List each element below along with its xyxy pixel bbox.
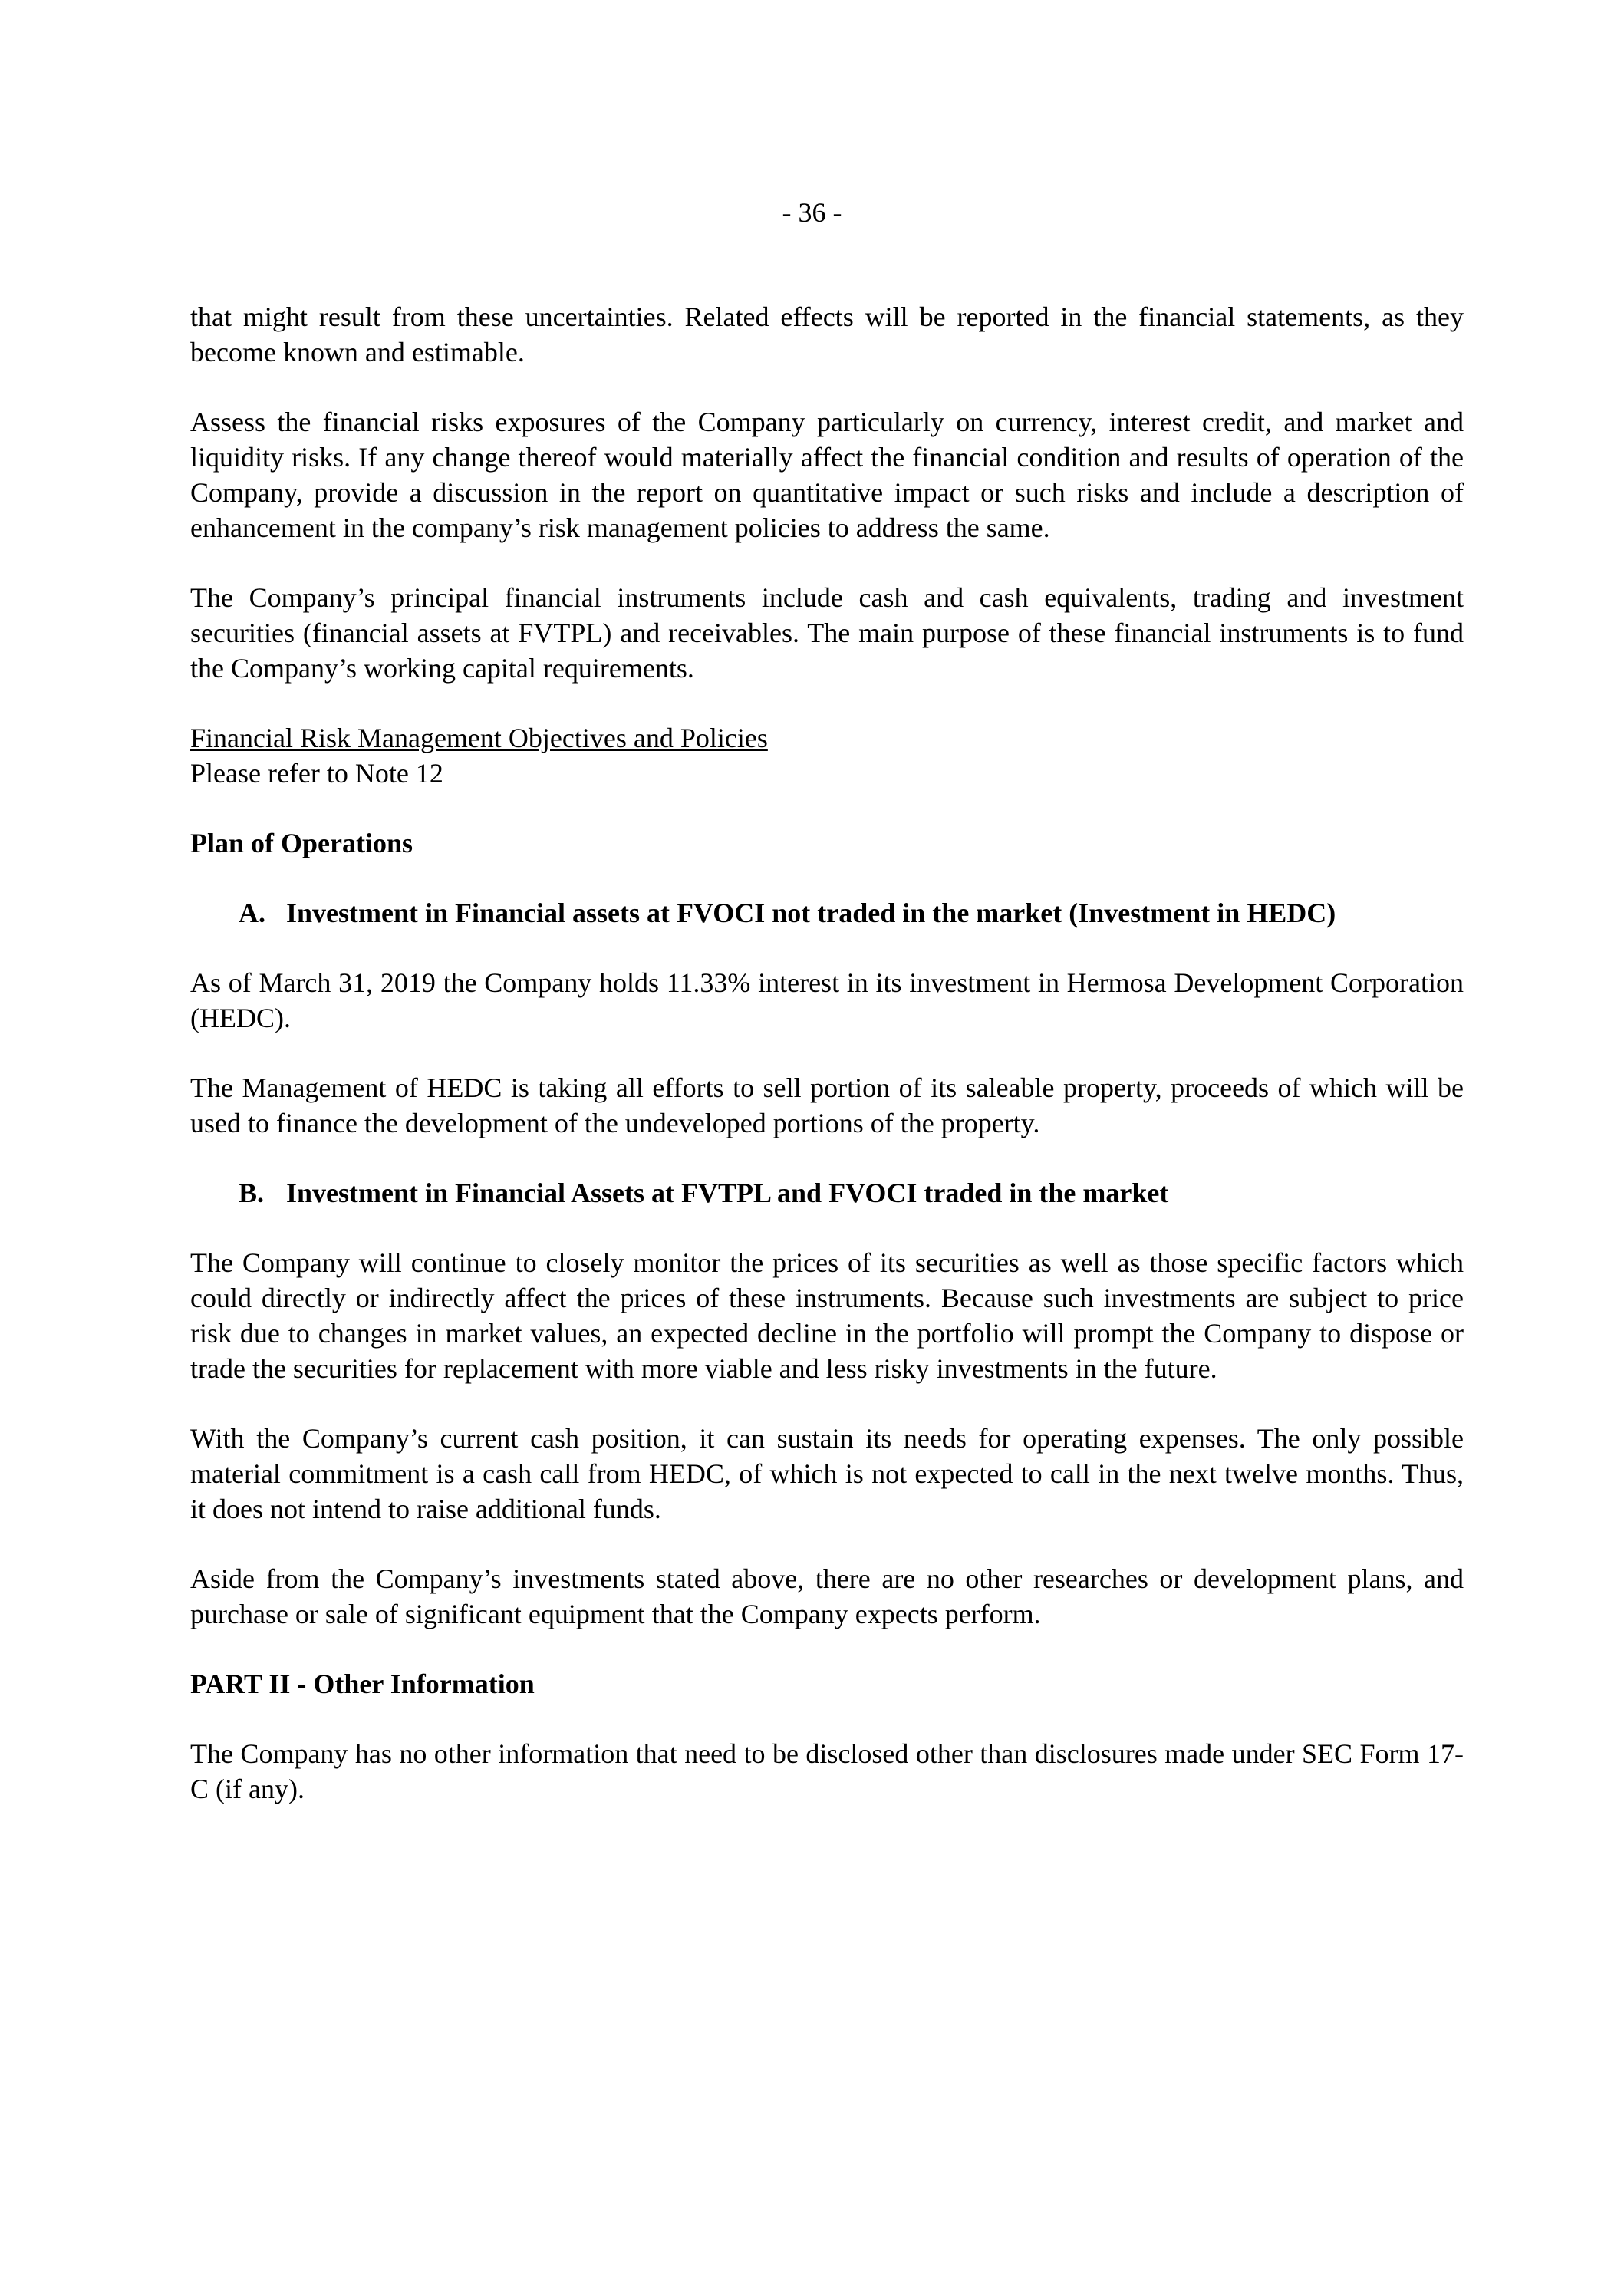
section-b-heading (190, 1175, 1464, 1211)
section-a-title: Investment in Financial assets at FVOCI not traded in the market (Investment in HEDC) (286, 898, 1336, 928)
section-a-heading (190, 895, 1464, 931)
document-body (190, 299, 1464, 1841)
page-number: - 36 - (782, 197, 842, 228)
paragraph-risk-assessment: Assess the financial risks exposures of the Company particularly on currency, interest credit, and market and liquidity risks. If any change thereof would materially affect the financial condition and results of operation of the Company, provide a discussion in the report on quantitative impact or such risks and include a description of enhancement in the company’s risk management policies to address the same. (190, 407, 1464, 543)
section-b-marker: B. (239, 1178, 265, 1208)
risk-management-heading: Financial Risk Management Objectives and Policies (190, 723, 768, 753)
paragraph-hedc-interest: As of March 31, 2019 the Company holds 11.33% interest in its investment in Hermosa Development Corporation (HEDC). (190, 967, 1464, 1033)
paragraph-financial-instruments: The Company’s principal financial instruments include cash and cash equivalents, trading and investment securities (financial assets at FVTPL) and receivables. The main purpose of these financial instruments is to fund the Company’s working capital requirements. (190, 582, 1464, 684)
plan-of-operations-heading: Plan of Operations (190, 828, 413, 858)
paragraph-cash-position: With the Company’s current cash position, it can sustain its needs for operating expenses. The only possible material commitment is a cash call from HEDC, of which is not expected to call in the next twelve months. Thus, it does not intend to raise additional funds. (190, 1423, 1464, 1524)
section-b-title: Investment in Financial Assets at FVTPL and FVOCI traded in the market (286, 1178, 1169, 1208)
note-reference: Please refer to Note 12 (190, 758, 443, 789)
section-a-marker: A. (239, 898, 265, 928)
risk-management-block (190, 720, 1464, 791)
part-two-heading: PART II - Other Information (190, 1668, 535, 1699)
paragraph-monitor-prices: The Company will continue to closely monitor the prices of its securities as well as those specific factors which could directly or indirectly affect the prices of these instruments. Because such investments are subject to price risk due to changes in market values, an expected decline in the portfolio will prompt the Company to dispose or trade the securities for replacement with more viable and less risky investments in the future. (190, 1247, 1464, 1384)
paragraph-other-plans: Aside from the Company’s investments stated above, there are no other researches or development plans, and purchase or sale of significant equipment that the Company expects perform. (190, 1563, 1464, 1629)
paragraph-hedc-management: The Management of HEDC is taking all efforts to sell portion of its saleable property, proceeds of which will be used to finance the development of the undeveloped portions of the property. (190, 1072, 1464, 1138)
paragraph-uncertainties: that might result from these uncertainties. Related effects will be reported in the financial statements, as they become known and estimable. (190, 301, 1464, 367)
paragraph-other-information: The Company has no other information that need to be disclosed other than disclosures made under SEC Form 17-C (if any). (190, 1738, 1464, 1804)
